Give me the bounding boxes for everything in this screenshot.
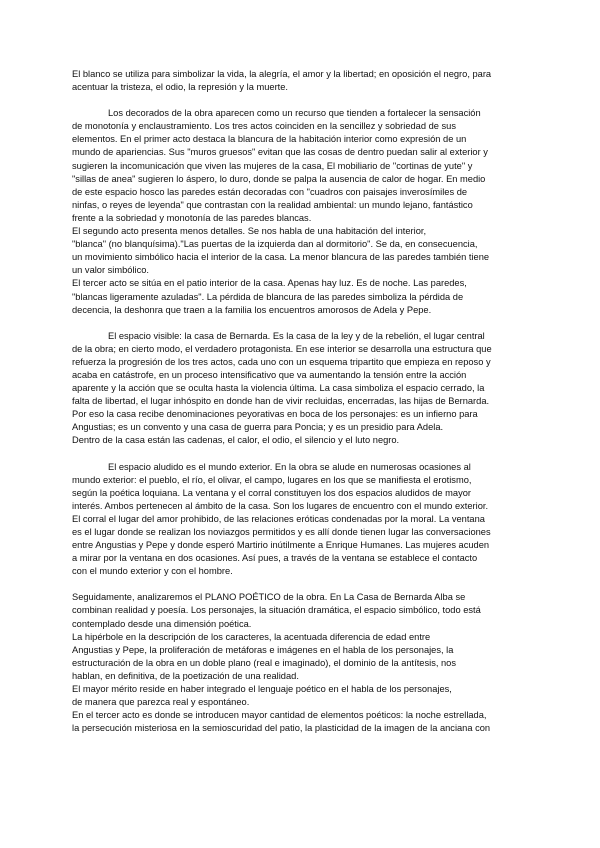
text-line: de este espacio hosco las paredes están decoradas con "cuadros con paisajes inverosímiles de [72, 186, 468, 197]
text-line: Dentro de la casa están las cadenas, el calor, el odio, el silencio y el luto negro. [72, 435, 400, 446]
text-line: La hipérbole en la descripción de los caracteres, la acentuada diferencia de edad entre [72, 631, 431, 642]
paragraph-espacio-visible [72, 330, 530, 448]
text-line: El segundo acto presenta menos detalles. Se nos habla de una habitación del interior, [72, 226, 427, 237]
text-line: mundo de apariencias. Sus "muros gruesos" evitan que las cosas de dentro puedan salir al exterior y [72, 147, 488, 158]
text-line: El espacio visible: la casa de Bernarda. Es la casa de la ley y de la rebelión, el lugar central [108, 330, 485, 341]
text-line: "blanca" (no blanquísima)."Las puertas de la izquierda dan al dormitorio". Se da, en consecuencia, [72, 239, 478, 250]
paragraph-colors [72, 68, 530, 94]
text-line: a mirar por la ventana en dos ocasiones. Así pues, a través de la ventana se establece el contacto [72, 553, 478, 564]
text-line: entre Angustias y Pepe y donde esperó Martirio inútilmente a Enrique Humanes. Las mujeres acuden [72, 540, 490, 551]
text-line: Angustias; es un convento y una casa de guerra para Poncia; y es un presidio para Adela. [72, 422, 444, 433]
text-line: según la poética loquiana. La ventana y el corral constituyen los dos espacios aludidos de mayor [72, 487, 471, 498]
text-line: El corral el lugar del amor prohibido, de las relaciones eróticas condenadas por la moral. La ventana [72, 513, 485, 524]
text-line: Por eso la casa recibe denominaciones peyorativas en boca de los personajes: es un infierno para [72, 409, 478, 420]
text-line: estructuración de la obra en un doble plano (real e imaginado), el dominio de la antítesis, nos [72, 657, 456, 668]
text-line: de manera que parezca real y espontáneo. [72, 697, 250, 708]
text-line: En el tercer acto es donde se introducen mayor cantidad de elementos poéticos: la noche estrellada, [72, 710, 487, 721]
text-line: es el lugar donde se realizan los noviazgos permitidos y es allí donde tienen lugar las conversaciones [72, 527, 491, 537]
document-page [72, 68, 530, 735]
text-line: hablan, en definitiva, de la poetización de una realidad. [72, 670, 299, 681]
text-line: refuerza la progresión de los tres actos, cada uno con un esquema tripartito que empieza en reposo y [72, 356, 491, 367]
text-line: la persecución misteriosa en la semioscuridad del patio, la plasticidad de la imagen de la anciana con [72, 723, 491, 734]
text-line: decencia, la deshonra que traen a la familia los encuentros amorosos de Adela y Pepe. [72, 304, 432, 315]
paragraph-plano-poetico [72, 591, 530, 735]
text-line: acaba en catástrofe, en un proceso intensificativo que va aumentando la tensión entre la acción [72, 369, 467, 380]
text-line: ninfas, o reyes de leyenda" que contrastan con la realidad ambiental: un mundo lejano, fantástico [72, 199, 473, 210]
text-line: sugieren la incomunicación que viven las mujeres de la casa, El mobiliario de "cortinas de yute" y [72, 160, 473, 171]
text-line: El espacio aludido es el mundo exterior. En la obra se alude en numerosas ocasiones al [108, 461, 471, 472]
text-line: El mayor mérito reside en haber integrado el lenguaje poético en el habla de los personajes, [72, 684, 452, 695]
paragraph-decorados [72, 107, 530, 317]
text-line: interés. Ambos pertenecen al ámbito de la casa. Son los lugares de encuentro con el mundo exterior. [72, 500, 489, 511]
text-line: de monotonía y enclaustramiento. Los tres actos coinciden en la sencillez y sobriedad de sus [72, 121, 456, 132]
text-line: con el mundo exterior y con el hombre. [72, 566, 233, 577]
text-line: combinan realidad y poesía. Los personajes, la situación dramática, el espacio simbólico, todo está [72, 605, 481, 616]
text-line: aparente y la acción que se oculta hasta la violencia última. La casa simboliza el espacio cerrado, la [72, 383, 485, 394]
text-line: El blanco se utiliza para simbolizar la vida, la alegría, el amor y la libertad; en oposición el negro, para [72, 69, 492, 79]
text-line: mundo exterior: el pueblo, el río, el olivar, el campo, lugares en los que se manifiesta el erotismo, [72, 474, 472, 485]
text-line: contemplado desde una dimensión poética. [72, 618, 252, 629]
paragraph-espacio-aludido [72, 461, 530, 579]
text-line: "blancas ligeramente azuladas". La pérdida de blancura de las paredes simboliza la pérdida de [72, 291, 464, 302]
text-line: Seguidamente, analizaremos el PLANO POÉTICO de la obra. En La Casa de Bernarda Alba se [72, 592, 466, 603]
text-line: acentuar la tristeza, el odio, la represión y la muerte. [72, 82, 289, 93]
text-line: de la obra; en cierto modo, el verdadero protagonista. En ese interior se desarrolla una estructura que [72, 343, 492, 354]
text-line: El tercer acto se sitúa en el patio interior de la casa. Apenas hay luz. Es de noche. Las paredes, [72, 278, 467, 289]
text-line: falta de libertad, el lugar inhóspito en donde han de vivir recluidas, encerradas, las hijas de Bernarda. [72, 396, 490, 407]
text-line: un valor simbólico. [72, 265, 149, 276]
text-line: Angustias y Pepe, la proliferación de metáforas e imágenes en el habla de los personajes, la [72, 644, 454, 655]
text-line: frente a la sobriedad y monotonía de las paredes blancas. [72, 212, 312, 223]
text-line: Los decorados de la obra aparecen como un recurso que tienden a fortalecer la sensación [108, 108, 481, 119]
text-line: "sillas de anea" sugieren lo áspero, lo duro, donde se palpa la ausencia de calor de hogar. En medio [72, 173, 486, 184]
text-line: un movimiento simbólico hacia el interior de la casa. La menor blancura de las paredes también tiene [72, 252, 490, 263]
text-line: elementos. En el primer acto destaca la blancura de la habitación interior como expresión de un [72, 134, 467, 145]
